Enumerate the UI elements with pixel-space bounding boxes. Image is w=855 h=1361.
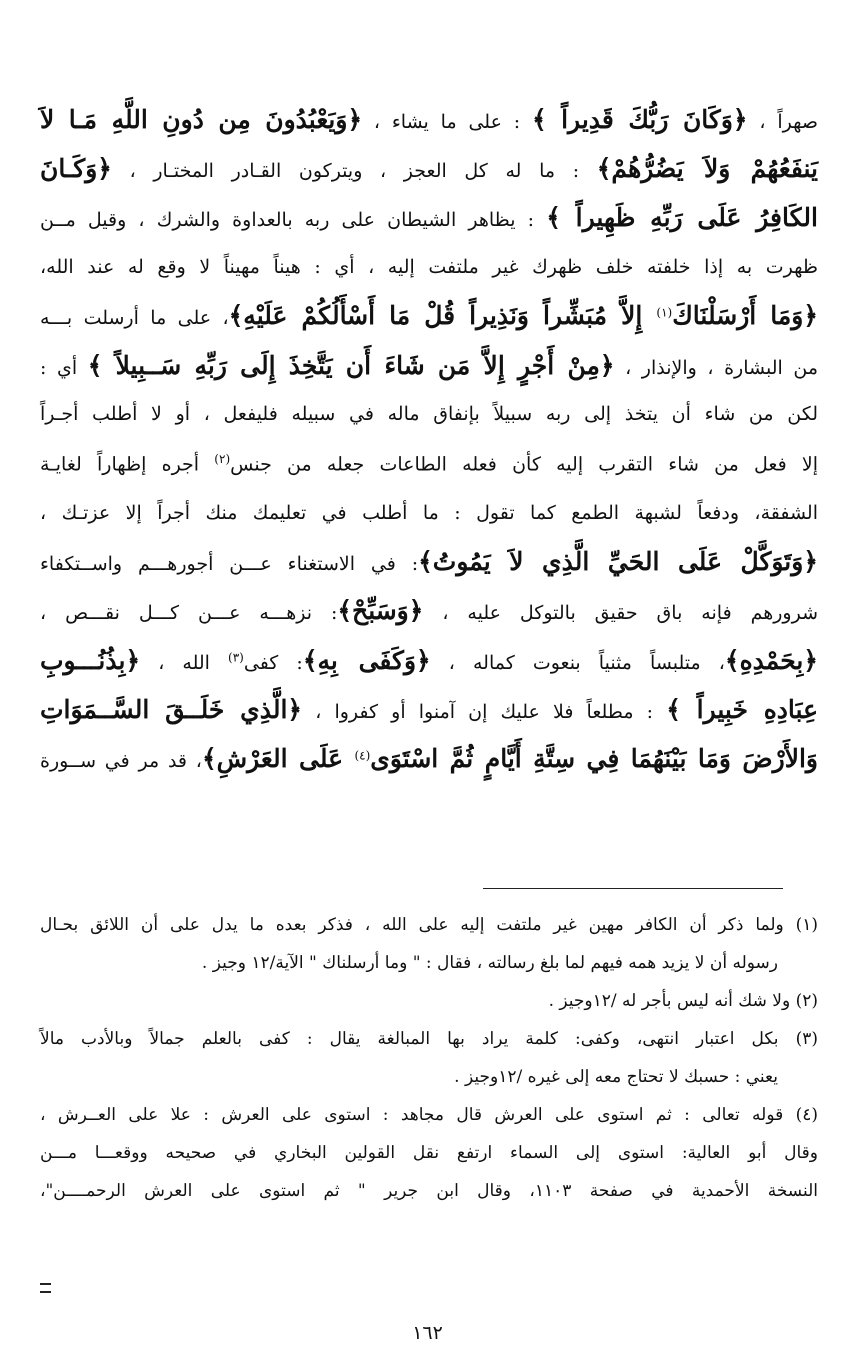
quran-verse: ﴿وَكَفَى بِهِ﴾ — [302, 645, 431, 675]
text-line — [40, 734, 818, 783]
text-line — [40, 144, 818, 193]
text-line — [40, 439, 818, 488]
footnote-line — [40, 982, 818, 1020]
text-line-content — [40, 646, 818, 676]
commentary-text: الله ، — [140, 651, 229, 674]
quran-verse: يَنفَعُهُمْ وَلاَ يَضُرُّهُمْ﴾ — [596, 153, 818, 183]
commentary-text: : مطلعاً فلا عليك إن آمنوا أو كفروا ، — [302, 700, 667, 723]
footnote-ref: (١) — [656, 306, 673, 321]
quran-verse: عِبَادِهِ خَبِيراً ﴾ — [666, 694, 818, 724]
commentary-text: : في الاستغناء عـــن أجورهـــم واســتكفاء — [40, 553, 419, 576]
footnotes — [40, 906, 818, 1210]
footnote-text: (٣) بكل اعتبار انتهى، وكفى: كلمة يراد بها المبالغة يقال : كفى بالعلم جمالاً وبالأدب مالاً — [40, 1028, 818, 1049]
quran-verse: ﴿وَسَبِّحْ﴾ — [337, 596, 424, 626]
footnote-text: (٢) ولا شك أنه ليس بأجر له /١٢وجيز . — [548, 990, 818, 1011]
commentary-text: ظهرت به إذا خلفته خلف ظهرك غير ملتفت إليه ، أي : هيناً مهيناً لا وقع له عند الله، — [40, 255, 818, 278]
text-line-content — [40, 403, 818, 426]
text-line — [40, 636, 818, 685]
footnote-ref: (٢) — [214, 451, 231, 466]
footnote-line — [40, 944, 818, 982]
footnote-text: يعني : حسبك لا تحتاج معه إلى غيره /١٢وجيز . — [454, 1066, 778, 1087]
footnote-text: (١) ولما ذكر أن الكافر مهين غير ملتفت إليه على الله ، فذكر بعده ما يدل على أن اللائق بحـال — [40, 914, 818, 935]
quran-verse: الكَافِرُ عَلَى رَبِّهِ ظَهِيراً ﴾ — [546, 202, 818, 232]
footnote-line — [40, 1020, 818, 1058]
commentary-text: : يظاهر الشيطان على ربه بالعداوة والشرك ، وقيل مــن — [40, 208, 547, 231]
text-line — [40, 341, 818, 390]
main-text — [40, 95, 818, 784]
text-line — [40, 390, 818, 439]
commentary-text: : ما له كل العجز ، ويتركون القـادر المختـار ، — [111, 159, 597, 182]
footnote-ref: (٣) — [228, 650, 244, 665]
commentary-text: : على ما يشاء ، — [362, 110, 532, 133]
text-line-content — [40, 154, 818, 184]
footnote-line — [40, 906, 818, 944]
text-line-content — [40, 596, 818, 626]
quran-verse: ﴿وَكَـانَ — [40, 153, 112, 183]
footnote-text: وقال أبو العالية: استوى إلى السماء ارتفع نقل القولين البخاري في صحيحه ووقعـــا مـــن — [40, 1142, 818, 1163]
quran-verse: ﴿وَكَانَ رَبُّكَ قَدِيراً ﴾ — [531, 104, 748, 134]
commentary-text: : كفى — [243, 651, 303, 674]
text-line — [40, 489, 818, 538]
commentary-text: من البشارة ، والإنذار ، — [614, 356, 818, 379]
quran-verse: إِلاَّ مُبَشِّراً وَنَذِيراً قُلْ مَا أَسْأَلُكُمْ عَلَيْهِ﴾ — [228, 301, 657, 331]
commentary-text: الشفقة، ودفعاً لشبهة الطمع كما تقول : ما أطلب في تعليمك منك أجراً إلا عزتـك ، — [40, 501, 818, 524]
text-line — [40, 685, 818, 734]
text-line — [40, 243, 818, 292]
footnote-ref: (٤) — [354, 748, 371, 763]
text-line-content — [40, 203, 818, 233]
quran-verse: ﴿بِحَمْدِهِ﴾ — [724, 645, 818, 675]
commentary-text: : نزهـــه عـــن كـــل نقـــص ، — [40, 602, 338, 625]
quran-verse: ﴿الَّذِي خَلَــقَ السَّــمَوَاتِ — [40, 694, 303, 724]
text-line-content — [40, 502, 818, 525]
text-line-content — [40, 351, 818, 381]
commentary-text: ، متلبساً مثنياً بنعوت كماله ، — [430, 651, 725, 674]
text-line-content — [40, 105, 818, 135]
commentary-text: لكن من شاء أن يتخذ إلى ربه سبيلاً بإنفاق ماله في سبيله فليفعل ، أو لا أطلب أجـراً — [40, 403, 818, 426]
text-line — [40, 95, 818, 144]
commentary-text: ، على ما أرسلت بـــه — [40, 307, 229, 330]
text-line — [40, 538, 818, 587]
text-line-content — [40, 547, 818, 577]
commentary-text: شرورهم فإنه باق حقيق بالتوكل عليه ، — [423, 602, 819, 625]
footnote-text: (٤) قوله تعالى : ثم استوى على العرش قال مجاهد : استوى على العرش : علا على العــرش ، — [40, 1104, 818, 1125]
footnote-separator — [483, 888, 783, 889]
text-line — [40, 587, 818, 636]
page-number: ١٦٢ — [412, 1322, 443, 1344]
footnote-line — [40, 1058, 818, 1096]
text-line — [40, 292, 818, 341]
footnote-line — [40, 1134, 818, 1172]
commentary-text: ، قد مر في ســورة — [40, 750, 202, 773]
quran-verse: ﴿وَيَعْبُدُونَ مِن دُونِ اللَّهِ مَـا لاَ — [40, 104, 363, 134]
quran-verse: ﴿بِذُنُـــوبِ — [40, 645, 141, 675]
footnote-line — [40, 1096, 818, 1134]
quran-verse: ﴿وَمَا أَرْسَلْنَاكَ — [672, 301, 819, 331]
quran-verse: ﴿مِنْ أَجْرٍ إِلاَّ مَن شَاءَ أَن يَتَّخِذَ إِلَى رَبِّهِ سَــبِيلاً ﴾ — [87, 350, 615, 380]
commentary-text: إلا فعل من شاء التقرب إليه كأن فعله الطاعات جعله من جنس — [230, 453, 818, 476]
quran-verse: وَالأَرْضَ وَمَا بَيْنَهُمَا فِي سِتَّةِ أَيَّامٍ ثُمَّ اسْتَوَى — [370, 744, 818, 774]
text-line-content — [40, 301, 818, 331]
commentary-text: أي : — [40, 356, 88, 379]
footnote-text: رسوله أن لا يزيد همه فيهم لما بلغ رسالته ، فقال : " وما أرسلناك " الآية/١٢ وجيز . — [201, 952, 778, 973]
text-line-content — [40, 452, 818, 476]
commentary-text: صهراً ، — [747, 110, 818, 133]
text-line-content — [40, 695, 818, 725]
continuation-mark — [40, 1283, 51, 1293]
quran-verse: عَلَى العَرْشِ﴾ — [201, 744, 355, 774]
footnote-text: النسخة الأحمدية في صفحة ١١٠٣، وقال ابن جرير " ثم استوى على العرش الرحمــــن"، — [40, 1180, 818, 1201]
text-line-content — [40, 256, 818, 279]
commentary-text: أجره إظهاراً لغايـة — [40, 453, 215, 476]
text-line-content — [40, 744, 818, 774]
footnote-line — [40, 1172, 818, 1210]
quran-verse: ﴿وَتَوَكَّلْ عَلَى الحَيِّ الَّذِي لاَ يَمُوتُ﴾ — [418, 547, 818, 577]
text-line — [40, 193, 818, 242]
